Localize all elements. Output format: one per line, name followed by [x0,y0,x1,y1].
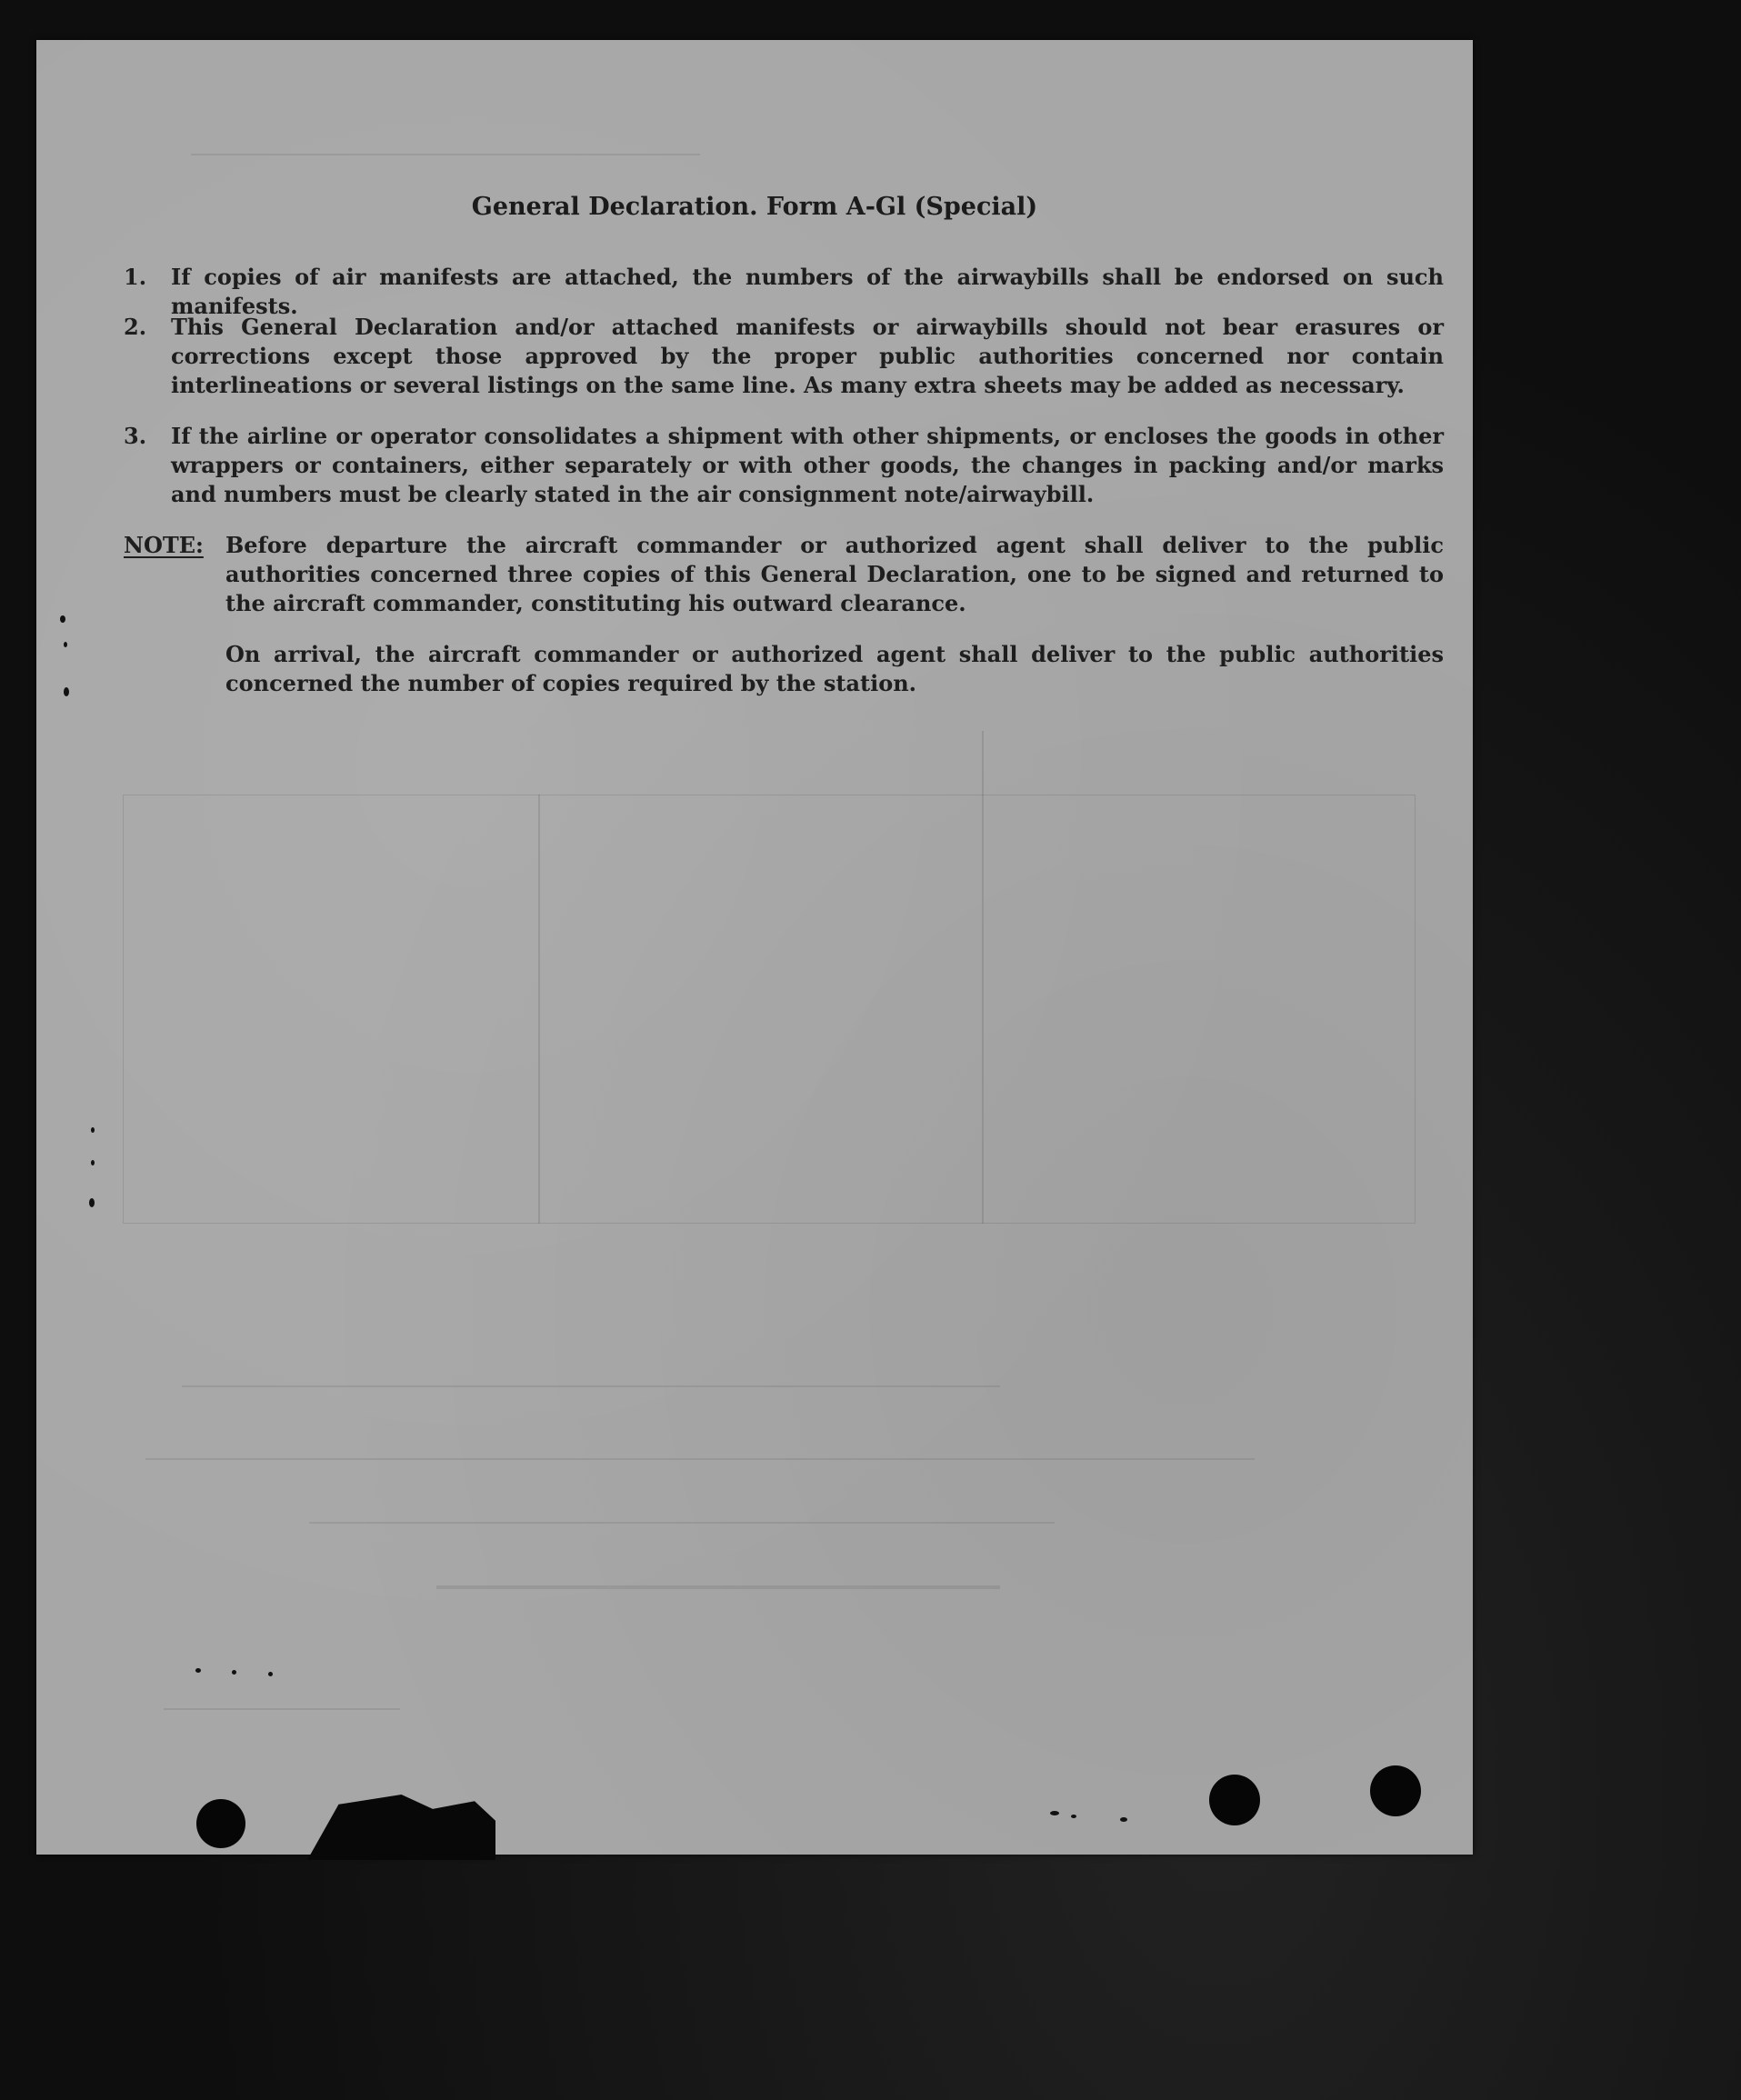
note-label: NOTE: [124,532,204,558]
document-page [36,40,1473,1855]
bleed-through-column [538,795,540,1224]
speck [60,615,65,623]
bleed-through-line [145,1458,1255,1460]
bleed-through-line [164,1708,400,1710]
item-number: 3. [124,423,147,449]
speck [232,1670,236,1675]
speck [268,1672,273,1676]
speck [64,687,69,696]
note-continuation [124,640,1444,698]
speck [91,1160,95,1165]
note-section [124,531,1444,618]
instruction-item-2 [124,313,1444,400]
document-title: General Declaration. Form A-Gl (Special) [471,193,1038,221]
punch-hole [196,1799,245,1848]
item-text: If copies of air manifests are attached, the numbers of the airwaybills shall be endorsed on such manifests. [171,264,1444,319]
speck [1050,1811,1059,1815]
speck [89,1198,95,1207]
item-text: If the airline or operator consolidates a shipment with other shipments, or encloses the goods in other wrappers or containers, either separately or with other goods, the changes in packing and/or marks and numbers must be clearly stated in the air consignment note/airwaybill. [171,423,1444,507]
punch-hole [1370,1765,1421,1816]
bleed-through-box [123,795,1416,1224]
note-paragraph-1: Before departure the aircraft commander or authorized agent shall deliver to the public authorities concerned three copies of this General Declaration, one to be signed and returned to the aircraft commander, constituting his outward clearance. [225,532,1444,616]
item-number: 1. [124,264,147,290]
torn-corner [286,1795,495,1860]
speck [1120,1817,1127,1822]
speck [91,1127,95,1133]
bleed-through-line [191,154,700,155]
speck [64,642,67,647]
bleed-through-line [309,1522,1055,1524]
note-paragraph-2: On arrival, the aircraft commander or authorized agent shall deliver to the public authorities concerned the number of copies required by the station. [225,641,1444,696]
speck [195,1668,201,1673]
instruction-item-3 [124,422,1444,509]
speck [1071,1815,1076,1818]
bleed-through-line [436,1585,1000,1589]
punch-hole [1209,1775,1260,1825]
item-number: 2. [124,314,147,340]
bleed-through-column [982,731,984,1224]
bleed-through-line [182,1385,1000,1387]
item-text: This General Declaration and/or attached manifests or airwaybills should not bear erasures or corrections except those approved by the proper public authorities concerned nor contain interlineations or several listings on the same line. As many extra sheets may be added as necessary. [171,314,1444,398]
